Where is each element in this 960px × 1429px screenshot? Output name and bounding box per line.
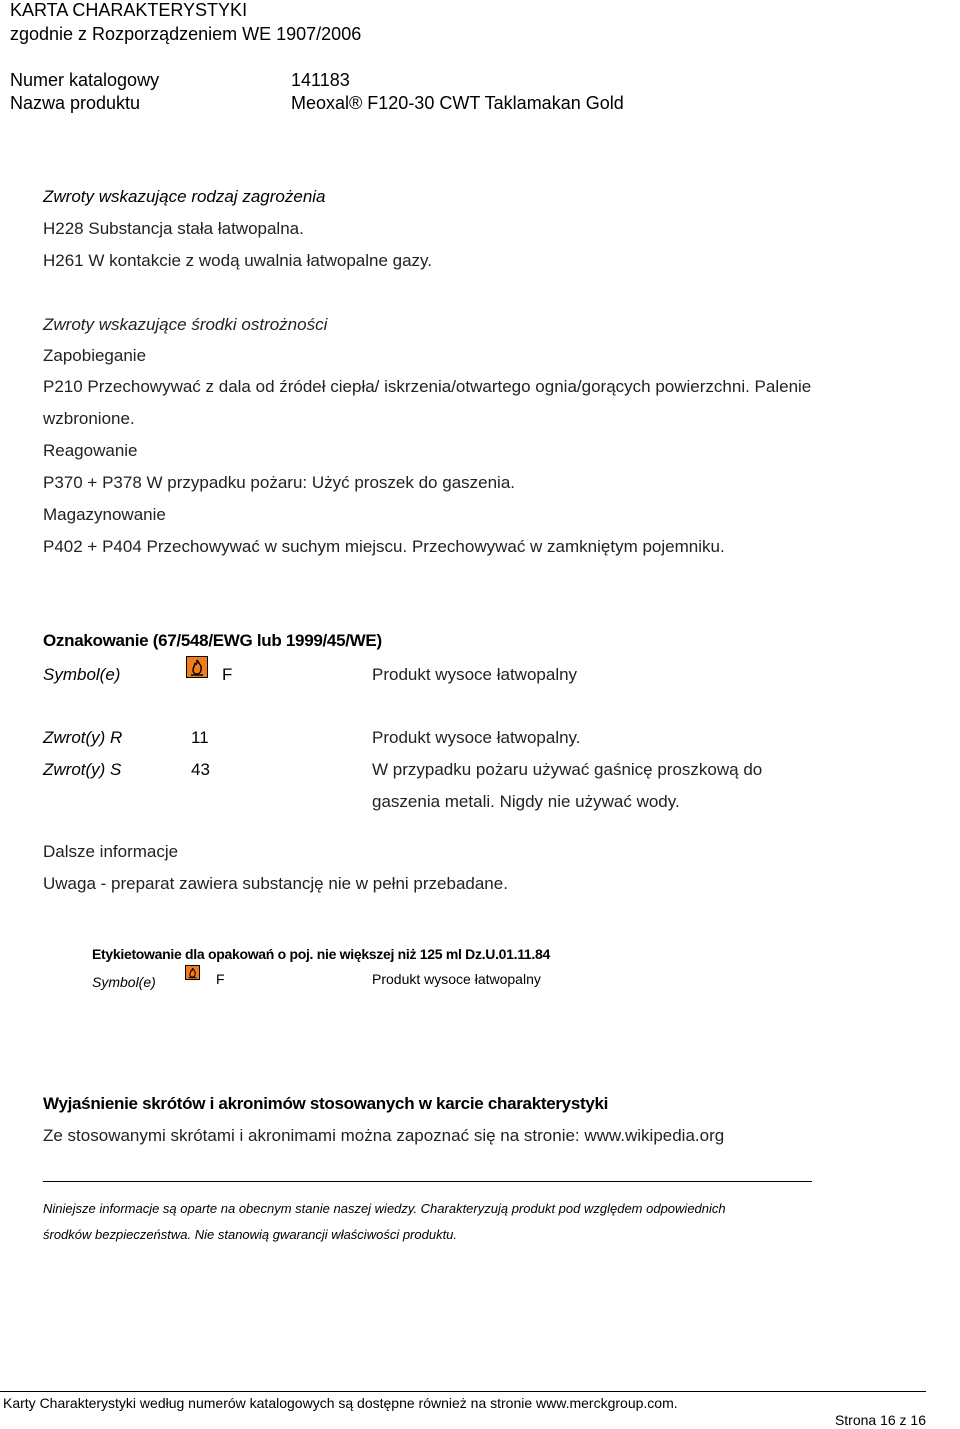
- response-text: P370 + P378 W przypadku pożaru: Użyć proszek do gaszenia.: [43, 473, 516, 492]
- r-phrase-code: 11: [191, 728, 209, 747]
- labelling-heading: Oznakowanie (67/548/EWG lub 1999/45/WE): [43, 631, 382, 650]
- symbol-code: F: [222, 665, 233, 684]
- s-phrase-description-cont: gaszenia metali. Nigdy nie używać wody.: [372, 792, 680, 811]
- further-info-heading: Dalsze informacje: [43, 842, 179, 861]
- prevention-text: P210 Przechowywać z dala od źródeł ciepła/ iskrzenia/otwartego ognia/gorących powierzchni. Palenie: [43, 377, 812, 396]
- disclaimer-text: Niniejsze informacje są oparte na obecnym stanie naszej wiedzy. Charakteryzują produkt pod względem odpowiednich: [43, 1201, 726, 1216]
- product-name-value: Meoxal® F120-30 CWT Taklamakan Gold: [291, 93, 624, 113]
- r-phrase-description: Produkt wysoce łatwopalny.: [372, 728, 581, 747]
- flame-icon: [185, 965, 200, 980]
- symbol-label: Symbol(e): [43, 665, 121, 684]
- storage-text: P402 + P404 Przechowywać w suchym miejscu. Przechowywać w zamkniętym pojemniku.: [43, 537, 725, 556]
- document-title: KARTA CHARAKTERYSTYKI: [10, 0, 248, 20]
- document-subtitle: zgodnie z Rozporządzeniem WE 1907/2006: [10, 24, 362, 44]
- r-phrase-label: Zwrot(y) R: [43, 728, 123, 747]
- page-number: Strona 16 z 16: [834, 1412, 926, 1428]
- flame-icon: [186, 656, 208, 678]
- disclaimer-text-cont: środków bezpieczeństwa. Nie stanowią gwarancji właściwości produktu.: [43, 1227, 458, 1242]
- abbreviations-heading: Wyjaśnienie skrótów i akronimów stosowanych w karcie charakterystyki: [43, 1094, 609, 1113]
- prevention-label: Zapobieganie: [43, 346, 147, 365]
- catalog-number-label: Numer katalogowy: [10, 70, 160, 90]
- footer-text: Karty Charakterystyki według numerów katalogowych są dostępne również na stronie www.merckgroup.com.: [3, 1395, 678, 1411]
- symbol-description: Produkt wysoce łatwopalny: [372, 665, 578, 684]
- small-pack-symbol-code: F: [216, 971, 225, 987]
- s-phrase-label: Zwrot(y) S: [43, 760, 122, 779]
- small-pack-symbol-description: Produkt wysoce łatwopalny: [372, 971, 541, 987]
- response-label: Reagowanie: [43, 441, 138, 460]
- s-phrase-code: 43: [191, 760, 210, 779]
- abbreviations-text: Ze stosowanymi skrótami i akronimami można zapoznać się na stronie: www.wikipedia.org: [43, 1126, 725, 1145]
- hazard-line: H261 W kontakcie z wodą uwalnia łatwopalne gazy.: [43, 251, 433, 270]
- storage-label: Magazynowanie: [43, 505, 166, 524]
- further-info-text: Uwaga - preparat zawiera substancję nie w pełni przebadane.: [43, 874, 508, 893]
- small-pack-symbol-label: Symbol(e): [92, 974, 156, 990]
- product-name-label: Nazwa produktu: [10, 93, 141, 113]
- small-pack-heading: Etykietowanie dla opakowań o poj. nie większej niż 125 ml Dz.U.01.11.84: [92, 946, 550, 962]
- s-phrase-description: W przypadku pożaru używać gaśnicę proszkową do: [372, 760, 763, 779]
- precaution-heading: Zwroty wskazujące środki ostrożności: [43, 315, 328, 334]
- footer-divider: [0, 1391, 926, 1392]
- hazard-heading: Zwroty wskazujące rodzaj zagrożenia: [43, 187, 326, 206]
- hazard-line: H228 Substancja stała łatwopalna.: [43, 219, 304, 238]
- divider: [43, 1181, 812, 1182]
- prevention-text-cont: wzbronione.: [43, 409, 135, 428]
- catalog-number-value: 141183: [291, 70, 350, 90]
